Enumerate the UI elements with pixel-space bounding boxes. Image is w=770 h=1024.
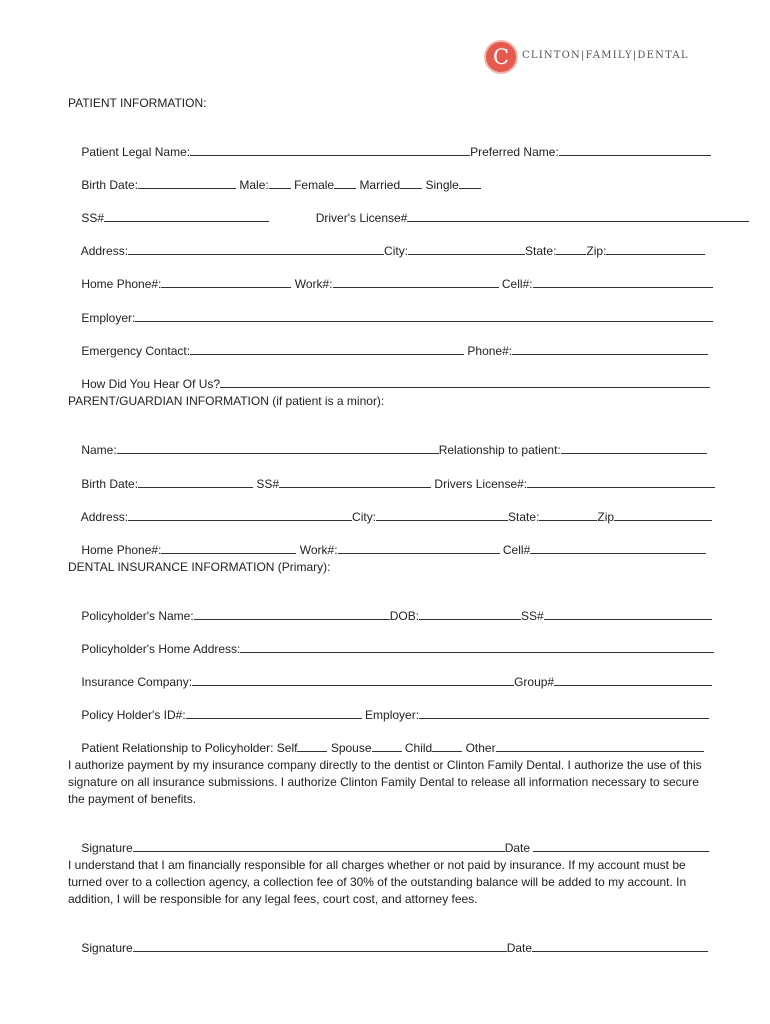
logo-letter: C xyxy=(492,45,510,69)
insurance-employer-field[interactable] xyxy=(419,707,709,719)
guardian-state-label: State: xyxy=(508,510,540,524)
spouse-label: Spouse xyxy=(330,741,372,755)
birth-date-field[interactable] xyxy=(138,177,236,189)
city-label: City: xyxy=(384,244,409,258)
male-label: Male: xyxy=(239,178,269,192)
dob-field[interactable] xyxy=(419,608,521,620)
resp-date-field[interactable] xyxy=(532,940,708,952)
other-label: Other xyxy=(465,741,496,755)
preferred-name-label: Preferred Name: xyxy=(470,145,559,159)
auth-signature-label: Signature xyxy=(81,841,133,855)
policyholder-name-label: Policyholder's Name: xyxy=(81,609,194,623)
child-label: Child xyxy=(404,741,433,755)
guardian-zip-label: Zip xyxy=(597,510,615,524)
insurance-company-label: Insurance Company: xyxy=(81,675,193,689)
policy-id-label: Policy Holder's ID#: xyxy=(81,708,186,722)
guardian-cell-field[interactable] xyxy=(530,542,706,554)
guardian-zip-field[interactable] xyxy=(614,509,712,521)
resp-signature-label: Signature xyxy=(81,941,133,955)
logo-text: CLINTON|FAMILY|DENTAL xyxy=(522,50,689,61)
city-field[interactable] xyxy=(408,243,525,255)
relationship-self-label: Patient Relationship to Policyholder: Self xyxy=(81,741,298,755)
preferred-name-field[interactable] xyxy=(559,144,711,156)
authorization-paragraph: I authorize payment by my insurance company directly to the dentist or Clinton Family Dental. I authorize the use of this signature on all insurance submissions. I authorize Clinton Family Dental to release all information necessary to secure the payment of benefits. xyxy=(68,758,702,806)
birth-date-label: Birth Date: xyxy=(81,178,139,192)
guardian-city-label: City: xyxy=(352,510,377,524)
state-label: State: xyxy=(525,244,557,258)
group-field[interactable] xyxy=(554,674,712,686)
emergency-contact-field[interactable] xyxy=(190,343,464,355)
male-field[interactable] xyxy=(269,177,291,189)
guardian-address-label: Address: xyxy=(80,510,129,524)
cell-label: Cell#: xyxy=(501,277,533,291)
insurance-employer-label: Employer: xyxy=(365,708,420,722)
spouse-field[interactable] xyxy=(372,740,402,752)
ss-field[interactable] xyxy=(104,210,269,222)
address-field[interactable] xyxy=(128,243,384,255)
employer-field[interactable] xyxy=(135,310,713,322)
single-label: Single xyxy=(425,178,459,192)
address-label: Address: xyxy=(80,244,129,258)
emergency-contact-label: Emergency Contact: xyxy=(81,344,191,358)
insurance-company-field[interactable] xyxy=(192,674,514,686)
guardian-license-label: Drivers License#: xyxy=(434,477,528,491)
resp-signature-field[interactable] xyxy=(133,940,507,952)
drivers-license-field[interactable] xyxy=(407,210,749,222)
married-field[interactable] xyxy=(400,177,422,189)
guardian-home-phone-field[interactable] xyxy=(161,542,296,554)
clinic-logo xyxy=(486,42,689,76)
responsibility-paragraph: I understand that I am financially responsible for all charges whether or not paid by insurance. If my account must be turned over to a collection agency, a collection fee of 30% of the outstanding balance will be added to my account. In addition, I will be responsible for any legal fees, court cost, and attorney fees. xyxy=(68,858,687,906)
work-field[interactable] xyxy=(333,276,499,288)
home-phone-label: Home Phone#: xyxy=(81,277,162,291)
legal-name-field[interactable] xyxy=(190,144,470,156)
how-heard-label: How Did You Hear Of Us? xyxy=(81,377,221,391)
insurance-section-title: DENTAL INSURANCE INFORMATION (Primary): xyxy=(68,560,331,574)
guardian-birth-date-field[interactable] xyxy=(138,476,253,488)
policyholder-ss-field[interactable] xyxy=(544,608,712,620)
guardian-state-field[interactable] xyxy=(539,509,597,521)
guardian-relationship-field[interactable] xyxy=(561,442,707,454)
guardian-cell-label: Cell# xyxy=(502,543,531,557)
guardian-home-phone-label: Home Phone#: xyxy=(81,543,162,557)
how-heard-field[interactable] xyxy=(220,376,710,388)
guardian-city-field[interactable] xyxy=(376,509,508,521)
guardian-name-field[interactable] xyxy=(117,442,439,454)
female-field[interactable] xyxy=(334,177,356,189)
guardian-name-label: Name: xyxy=(81,443,117,457)
employer-label: Employer: xyxy=(81,311,136,325)
guardian-ss-field[interactable] xyxy=(279,476,431,488)
resp-date-label: Date xyxy=(506,941,533,955)
policyholder-name-field[interactable] xyxy=(194,608,390,620)
home-phone-field[interactable] xyxy=(161,276,291,288)
policyholder-ss-label: SS# xyxy=(521,609,544,623)
child-field[interactable] xyxy=(432,740,462,752)
auth-date-field[interactable] xyxy=(533,840,709,852)
guardian-relationship-label: Relationship to patient: xyxy=(438,443,561,457)
zip-label: Zip: xyxy=(586,244,607,258)
group-label: Group# xyxy=(514,675,555,689)
female-label: Female xyxy=(294,178,335,192)
row-resp-signature xyxy=(68,924,708,972)
guardian-section-title: PARENT/GUARDIAN INFORMATION (if patient is a minor): xyxy=(68,394,385,408)
patient-section-title: PATIENT INFORMATION: xyxy=(68,96,207,110)
policyholder-address-field[interactable] xyxy=(240,641,714,653)
drivers-license-label: Driver's License# xyxy=(315,211,408,225)
legal-name-label: Patient Legal Name: xyxy=(81,145,191,159)
emergency-phone-label: Phone#: xyxy=(467,344,513,358)
zip-field[interactable] xyxy=(606,243,705,255)
guardian-work-label: Work#: xyxy=(299,543,338,557)
auth-date-label: Date xyxy=(504,841,531,855)
single-field[interactable] xyxy=(459,177,481,189)
guardian-address-field[interactable] xyxy=(128,509,352,521)
guardian-birth-date-label: Birth Date: xyxy=(81,477,139,491)
policyholder-address-label: Policyholder's Home Address: xyxy=(81,642,241,656)
emergency-phone-field[interactable] xyxy=(512,343,708,355)
guardian-work-field[interactable] xyxy=(338,542,500,554)
auth-signature-field[interactable] xyxy=(133,840,505,852)
state-field[interactable] xyxy=(556,243,586,255)
married-label: Married xyxy=(359,178,401,192)
dob-label: DOB: xyxy=(389,609,420,623)
guardian-ss-label: SS# xyxy=(256,477,280,491)
self-field[interactable] xyxy=(297,740,327,752)
ss-label: SS# xyxy=(81,211,105,225)
work-label: Work#: xyxy=(294,277,333,291)
cell-field[interactable] xyxy=(533,276,713,288)
policy-id-field[interactable] xyxy=(186,707,362,719)
guardian-license-field[interactable] xyxy=(527,476,715,488)
other-field[interactable] xyxy=(496,740,704,752)
